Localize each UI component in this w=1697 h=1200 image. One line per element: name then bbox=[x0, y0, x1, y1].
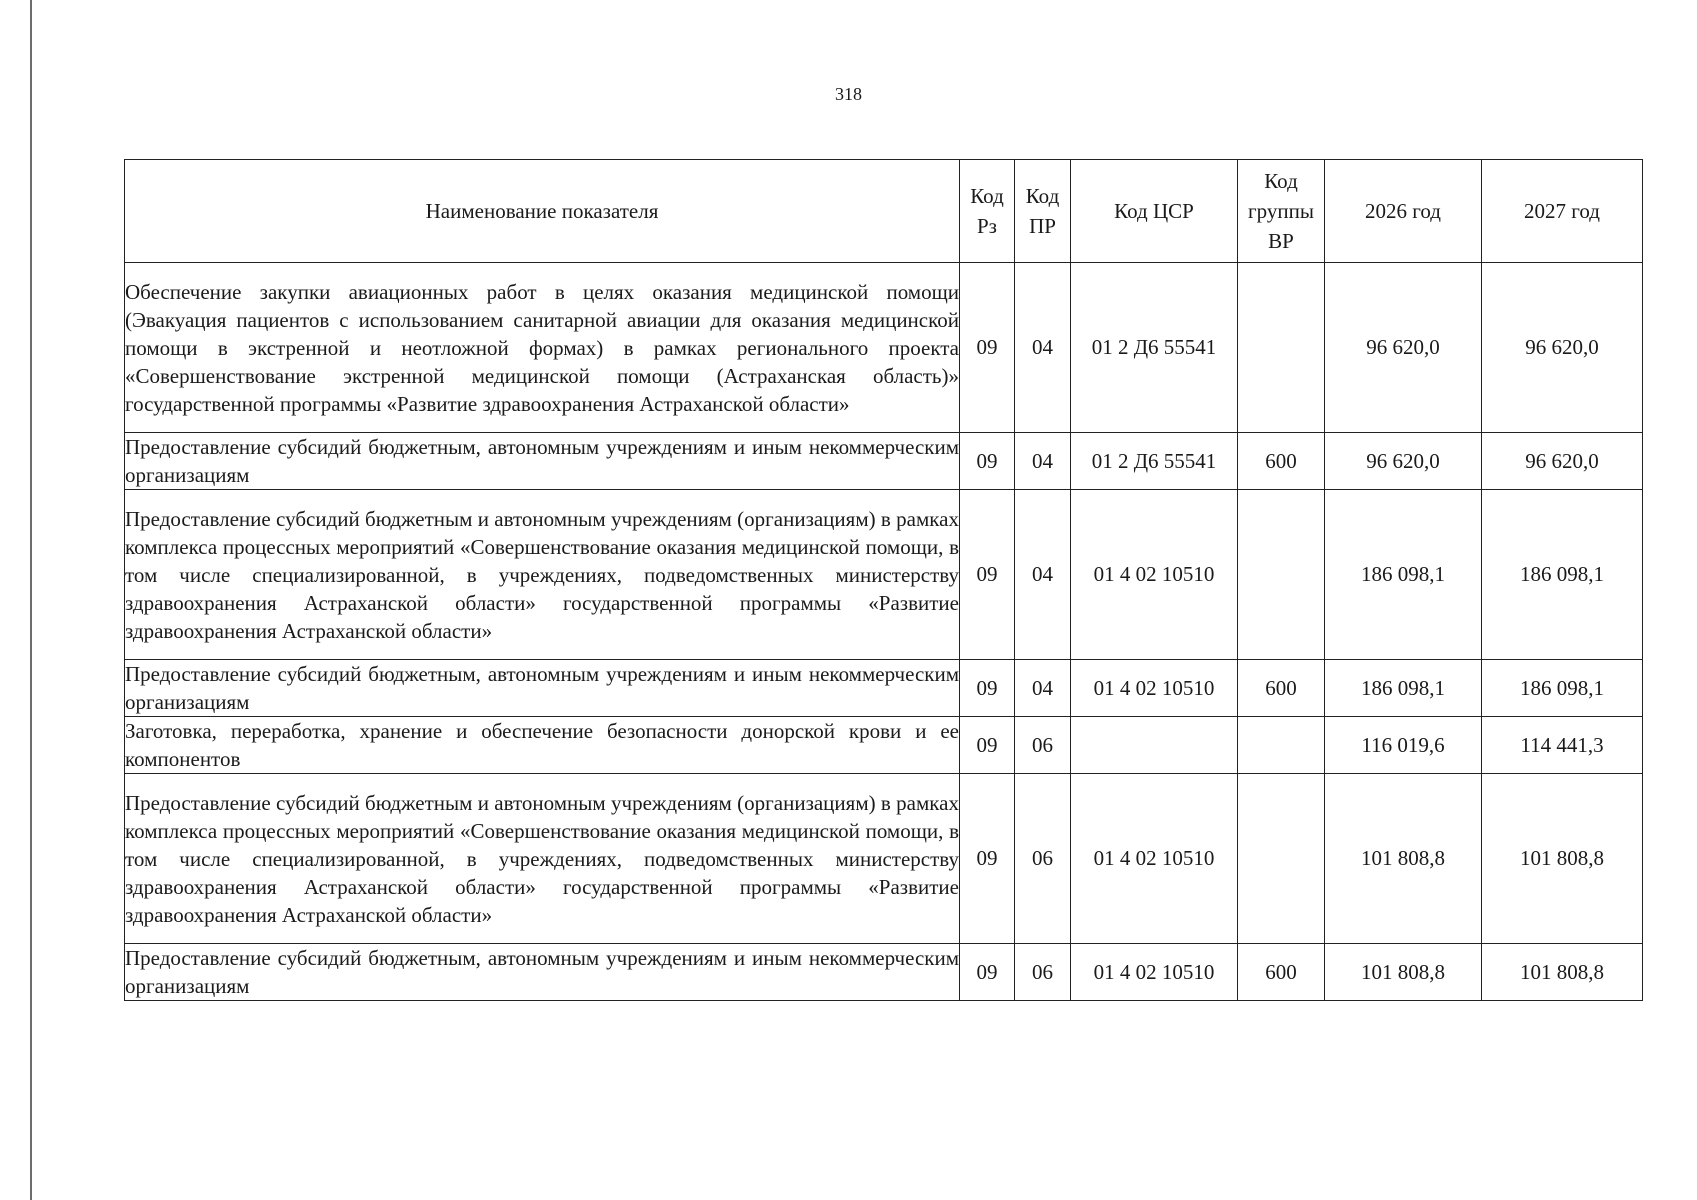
row-vr bbox=[1238, 774, 1325, 944]
row-2026: 101 808,8 bbox=[1325, 774, 1482, 944]
header-csr: Код ЦСР bbox=[1071, 160, 1238, 263]
header-pr: Код ПР bbox=[1015, 160, 1071, 263]
table-row bbox=[125, 433, 1643, 490]
header-rz: Код Рз bbox=[960, 160, 1015, 263]
row-pr: 04 bbox=[1015, 433, 1071, 490]
row-rz: 09 bbox=[960, 433, 1015, 490]
row-2027: 96 620,0 bbox=[1482, 263, 1643, 433]
row-csr: 01 2 Д6 55541 bbox=[1071, 433, 1238, 490]
row-2026: 186 098,1 bbox=[1325, 490, 1482, 660]
row-csr bbox=[1071, 717, 1238, 774]
row-name: Предоставление субсидий бюджетным и автономным учреждениям (организациям) в рамках комплекса процессных мероприятий «Совершенствование оказания медицинской помощи, в том числе специализированной, в учреждениях, подведомственных министерству здравоохранения Астраханской области» государственной программы «Развитие здравоохранения Астраханской области» bbox=[125, 490, 960, 660]
row-csr: 01 4 02 10510 bbox=[1071, 490, 1238, 660]
row-vr: 600 bbox=[1238, 660, 1325, 717]
row-2027: 114 441,3 bbox=[1482, 717, 1643, 774]
row-2026: 116 019,6 bbox=[1325, 717, 1482, 774]
row-vr bbox=[1238, 263, 1325, 433]
row-vr bbox=[1238, 490, 1325, 660]
row-csr: 01 2 Д6 55541 bbox=[1071, 263, 1238, 433]
header-2027: 2027 год bbox=[1482, 160, 1643, 263]
header-vr: Код группы ВР bbox=[1238, 160, 1325, 263]
row-name: Предоставление субсидий бюджетным и автономным учреждениям (организациям) в рамках комплекса процессных мероприятий «Совершенствование оказания медицинской помощи, в том числе специализированной, в учреждениях, подведомственных министерству здравоохранения Астраханской области» государственной программы «Развитие здравоохранения Астраханской области» bbox=[125, 774, 960, 944]
row-rz: 09 bbox=[960, 944, 1015, 1001]
row-name: Предоставление субсидий бюджетным, автономным учреждениям и иным некоммерческим организациям bbox=[125, 944, 960, 1001]
row-rz: 09 bbox=[960, 774, 1015, 944]
row-rz: 09 bbox=[960, 263, 1015, 433]
row-2026: 96 620,0 bbox=[1325, 433, 1482, 490]
table-header-row bbox=[125, 160, 1643, 263]
scan-margin-line bbox=[30, 0, 32, 1200]
row-name: Предоставление субсидий бюджетным, автономным учреждениям и иным некоммерческим организациям bbox=[125, 660, 960, 717]
table-row bbox=[125, 774, 1643, 944]
table-row bbox=[125, 263, 1643, 433]
header-2026: 2026 год bbox=[1325, 160, 1482, 263]
row-csr: 01 4 02 10510 bbox=[1071, 660, 1238, 717]
row-2026: 186 098,1 bbox=[1325, 660, 1482, 717]
table-row bbox=[125, 660, 1643, 717]
table-row bbox=[125, 944, 1643, 1001]
row-rz: 09 bbox=[960, 717, 1015, 774]
row-2026: 101 808,8 bbox=[1325, 944, 1482, 1001]
row-2027: 96 620,0 bbox=[1482, 433, 1643, 490]
budget-table bbox=[124, 159, 1643, 1001]
row-2027: 186 098,1 bbox=[1482, 490, 1643, 660]
page-number: 318 bbox=[835, 84, 862, 104]
row-name: Заготовка, переработка, хранение и обеспечение безопасности донорской крови и ее компонентов bbox=[125, 717, 960, 774]
table-row bbox=[125, 490, 1643, 660]
row-2026: 96 620,0 bbox=[1325, 263, 1482, 433]
row-2027: 186 098,1 bbox=[1482, 660, 1643, 717]
table-row bbox=[125, 717, 1643, 774]
row-rz: 09 bbox=[960, 660, 1015, 717]
row-pr: 06 bbox=[1015, 774, 1071, 944]
row-2027: 101 808,8 bbox=[1482, 774, 1643, 944]
row-name: Предоставление субсидий бюджетным, автономным учреждениям и иным некоммерческим организациям bbox=[125, 433, 960, 490]
row-pr: 06 bbox=[1015, 944, 1071, 1001]
row-vr: 600 bbox=[1238, 944, 1325, 1001]
header-name: Наименование показателя bbox=[125, 160, 960, 263]
row-rz: 09 bbox=[960, 490, 1015, 660]
row-pr: 06 bbox=[1015, 717, 1071, 774]
row-2027: 101 808,8 bbox=[1482, 944, 1643, 1001]
row-vr bbox=[1238, 717, 1325, 774]
row-pr: 04 bbox=[1015, 263, 1071, 433]
row-vr: 600 bbox=[1238, 433, 1325, 490]
row-csr: 01 4 02 10510 bbox=[1071, 944, 1238, 1001]
row-pr: 04 bbox=[1015, 660, 1071, 717]
row-csr: 01 4 02 10510 bbox=[1071, 774, 1238, 944]
row-pr: 04 bbox=[1015, 490, 1071, 660]
row-name: Обеспечение закупки авиационных работ в целях оказания медицинской помощи (Эвакуация пациентов с использованием санитарной авиации для оказания медицинской помощи в экстренной и неотложной формах) в рамках регионального проекта «Совершенствование экстренной медицинской помощи (Астраханская область)» государственной программы «Развитие здравоохранения Астраханской области» bbox=[125, 263, 960, 433]
